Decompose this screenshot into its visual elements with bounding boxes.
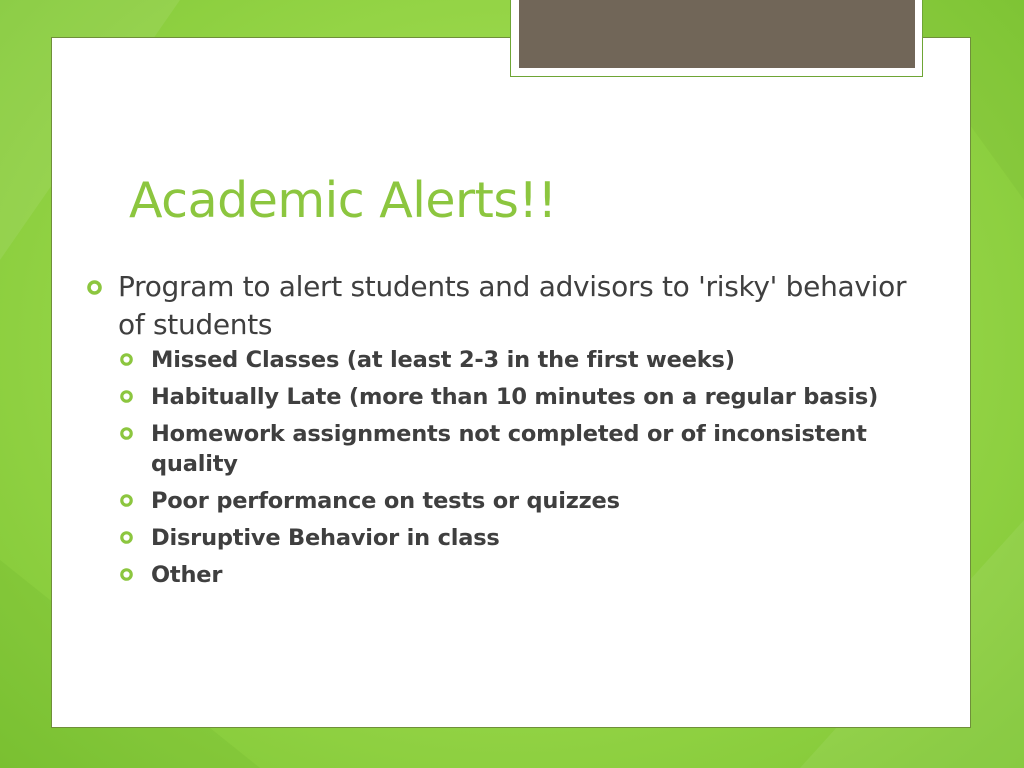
sub-bullet-text: Missed Classes (at least 2-3 in the first weeks) [151,347,735,373]
circle-bullet-icon [120,531,133,544]
header-tab [519,0,915,68]
sub-bullet-text: Poor performance on tests or quizzes [151,488,620,514]
sub-bullet-item [85,419,935,479]
circle-bullet-icon [87,280,102,295]
sub-bullet-item [85,345,935,375]
main-bullet-text: Program to alert students and advisors to 'risky' behavior of students [118,270,907,341]
sub-bullet-item [85,523,935,553]
circle-bullet-icon [120,427,133,440]
sub-bullet-item [85,560,935,590]
sub-bullet-text: Homework assignments not completed or of inconsistent quality [151,421,867,477]
circle-bullet-icon [120,353,133,366]
sub-bullet-item [85,382,935,412]
main-bullet-item [85,268,935,344]
slide-title: Academic Alerts!! [129,172,557,229]
sub-bullet-text: Other [151,562,223,588]
sub-bullet-item [85,486,935,516]
circle-bullet-icon [120,568,133,581]
circle-bullet-icon [120,390,133,403]
sub-bullet-text: Habitually Late (more than 10 minutes on a regular basis) [151,384,879,410]
bullet-list [85,268,935,597]
sub-bullet-list [85,345,935,590]
circle-bullet-icon [120,494,133,507]
sub-bullet-text: Disruptive Behavior in class [151,525,500,551]
